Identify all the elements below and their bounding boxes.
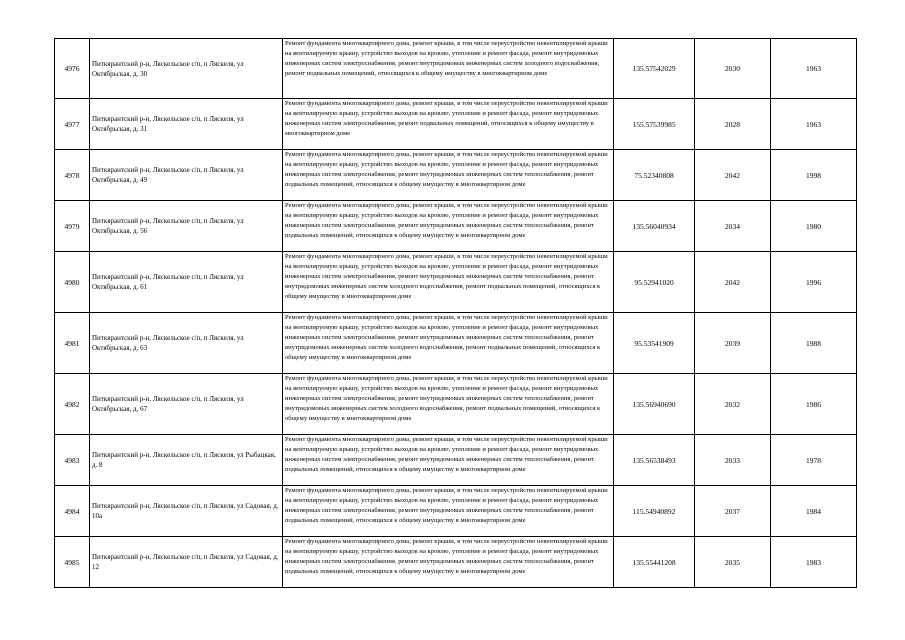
plan-year-cell: 2042 xyxy=(695,252,771,313)
built-year-cell: 1963 xyxy=(771,39,857,99)
value-cell: 135.56940690 xyxy=(614,374,695,435)
table-row xyxy=(55,201,857,252)
table-row xyxy=(55,313,857,374)
row-number: 4976 xyxy=(55,39,90,99)
table-row xyxy=(55,435,857,486)
row-number: 4980 xyxy=(55,252,90,313)
built-year-cell: 1986 xyxy=(771,374,857,435)
plan-year-cell: 2028 xyxy=(695,99,771,150)
row-number: 4985 xyxy=(55,537,90,588)
row-number: 4978 xyxy=(55,150,90,201)
value-cell: 135.56538493 xyxy=(614,435,695,486)
table-row xyxy=(55,374,857,435)
row-number: 4984 xyxy=(55,486,90,537)
program-table xyxy=(54,38,857,588)
table-row xyxy=(55,486,857,537)
works-cell: Ремонт фундамента многоквартирного дома, ремонт крыши, в том числе переустройство невентилируемой крыши на вентилируемую крышу, устройство выходов на кровлю, утепление и ремонт фасада, ремонт внутридомовых инженерных систем электроснабжения, ремонт подвальных помещений, относящихся к общему имуществу в многоквартирном доме xyxy=(283,99,614,150)
row-number: 4979 xyxy=(55,201,90,252)
value-cell: 75.52340808 xyxy=(614,150,695,201)
table-row xyxy=(55,537,857,588)
plan-year-cell: 2039 xyxy=(695,313,771,374)
built-year-cell: 1998 xyxy=(771,150,857,201)
works-cell: Ремонт фундамента многоквартирного дома, ремонт крыши, в том числе переустройство невентилируемой крыши на вентилируемую крышу, устройство выходов на кровлю, утепление и ремонт фасада, ремонт внутридомовых инженерных систем электроснабжения, ремонт внутридомовых инженерных систем холодного водоснабжения, ремонт подвальных помещений, относящихся к общему имуществу в многоквартирном доме xyxy=(283,39,614,99)
works-cell: Ремонт фундамента многоквартирного дома, ремонт крыши, в том числе переустройство невентилируемой крыши на вентилируемую крышу, устройство выходов на кровлю, утепление и ремонт фасада, ремонт внутридомовых инженерных систем электроснабжения, ремонт внутридомовых инженерных систем теплоснабжения, ремонт внутридомовых инженерных систем холодного водоснабжения, ремонт подвальных помещений, относящихся к общему имуществу в многоквартирном доме xyxy=(283,374,614,435)
works-cell: Ремонт фундамента многоквартирного дома, ремонт крыши, в том числе переустройство невентилируемой крыши на вентилируемую крышу, устройство выходов на кровлю, утепление и ремонт фасада, ремонт внутридомовых инженерных систем электроснабжения, ремонт внутридомовых инженерных систем теплоснабжения, ремонт подвальных помещений, относящихся к общему имуществу в многоквартирном доме xyxy=(283,537,614,588)
built-year-cell: 1963 xyxy=(771,99,857,150)
built-year-cell: 1996 xyxy=(771,252,857,313)
address-cell: Питкярантский р-н, Ляскельское с/п, п Ляскеля, ул Октябрьская, д. 63 xyxy=(90,313,283,374)
built-year-cell: 1980 xyxy=(771,201,857,252)
value-cell: 155.57539985 xyxy=(614,99,695,150)
plan-year-cell: 2033 xyxy=(695,435,771,486)
works-cell: Ремонт фундамента многоквартирного дома, ремонт крыши, в том числе переустройство невентилируемой крыши на вентилируемую крышу, устройство выходов на кровлю, утепление и ремонт фасада, ремонт внутридомовых инженерных систем электроснабжения, ремонт внутридомовых инженерных систем теплоснабжения, ремонт подвальных помещений, относящихся к общему имуществу в многоквартирном доме xyxy=(283,150,614,201)
address-cell: Питкярантский р-н, Ляскельское с/п, п Ляскеля, ул Октябрьская, д. 49 xyxy=(90,150,283,201)
row-number: 4982 xyxy=(55,374,90,435)
table-row xyxy=(55,39,857,99)
address-cell: Питкярантский р-н, Ляскельское с/п, п Ляскеля, ул Октябрьская, д. 61 xyxy=(90,252,283,313)
built-year-cell: 1984 xyxy=(771,486,857,537)
plan-year-cell: 2042 xyxy=(695,150,771,201)
address-cell: Питкярантский р-н, Ляскельское с/п, п Ляскеля, ул Октябрьская, д. 30 xyxy=(90,39,283,99)
built-year-cell: 1988 xyxy=(771,313,857,374)
works-cell: Ремонт фундамента многоквартирного дома, ремонт крыши, в том числе переустройство невентилируемой крыши на вентилируемую крышу, устройство выходов на кровлю, утепление и ремонт фасада, ремонт внутридомовых инженерных систем электроснабжения, ремонт внутридомовых инженерных систем теплоснабжения, ремонт подвальных помещений, относящихся к общему имуществу в многоквартирном доме xyxy=(283,201,614,252)
value-cell: 95.53541909 xyxy=(614,313,695,374)
plan-year-cell: 2030 xyxy=(695,39,771,99)
plan-year-cell: 2035 xyxy=(695,537,771,588)
row-number: 4977 xyxy=(55,99,90,150)
works-cell: Ремонт фундамента многоквартирного дома, ремонт крыши, в том числе переустройство невентилируемой крыши на вентилируемую крышу, устройство выходов на кровлю, утепление и ремонт фасада, ремонт внутридомовых инженерных систем электроснабжения, ремонт внутридомовых инженерных систем теплоснабжения, ремонт подвальных помещений, относящихся к общему имуществу в многоквартирном доме xyxy=(283,435,614,486)
address-cell: Питкярантский р-н, Ляскельское с/п, п Ляскеля, ул Садовая, д. 10а xyxy=(90,486,283,537)
table-row xyxy=(55,150,857,201)
value-cell: 115.54940892 xyxy=(614,486,695,537)
address-cell: Питкярантский р-н, Ляскельское с/п, п Ляскеля, ул Октябрьская, д. 67 xyxy=(90,374,283,435)
address-cell: Питкярантский р-н, Ляскельское с/п, п Ляскеля, ул Октябрьская, д. 31 xyxy=(90,99,283,150)
works-cell: Ремонт фундамента многоквартирного дома, ремонт крыши, в том числе переустройство невентилируемой крыши на вентилируемую крышу, устройство выходов на кровлю, утепление и ремонт фасада, ремонт внутридомовых инженерных систем электроснабжения, ремонт внутридомовых инженерных систем теплоснабжения, ремонт подвальных помещений, относящихся к общему имуществу в многоквартирном доме xyxy=(283,486,614,537)
value-cell: 135.56040934 xyxy=(614,201,695,252)
built-year-cell: 1983 xyxy=(771,537,857,588)
row-number: 4981 xyxy=(55,313,90,374)
value-cell: 95.52941020 xyxy=(614,252,695,313)
plan-year-cell: 2037 xyxy=(695,486,771,537)
address-cell: Питкярантский р-н, Ляскельское с/п, п Ляскеля, ул Садовая, д. 12 xyxy=(90,537,283,588)
works-cell: Ремонт фундамента многоквартирного дома, ремонт крыши, в том числе переустройство невентилируемой крыши на вентилируемую крышу, устройство выходов на кровлю, утепление и ремонт фасада, ремонт внутридомовых инженерных систем электроснабжения, ремонт внутридомовых инженерных систем теплоснабжения, ремонт внутридомовых инженерных систем холодного водоснабжения, ремонт подвальных помещений, относящихся к общему имуществу в многоквартирном доме xyxy=(283,313,614,374)
works-cell: Ремонт фундамента многоквартирного дома, ремонт крыши, в том числе переустройство невентилируемой крыши на вентилируемую крышу, устройство выходов на кровлю, утепление и ремонт фасада, ремонт внутридомовых инженерных систем электроснабжения, ремонт внутридомовых инженерных систем теплоснабжения, ремонт внутридомовых инженерных систем холодного водоснабжения, ремонт подвальных помещений, относящихся к общему имуществу в многоквартирном доме xyxy=(283,252,614,313)
table-row xyxy=(55,252,857,313)
plan-year-cell: 2032 xyxy=(695,374,771,435)
plan-year-cell: 2034 xyxy=(695,201,771,252)
table-row xyxy=(55,99,857,150)
value-cell: 135.55441208 xyxy=(614,537,695,588)
row-number: 4983 xyxy=(55,435,90,486)
address-cell: Питкярантский р-н, Ляскельское с/п, п Ляскеля, ул Рыбацкая, д. 8 xyxy=(90,435,283,486)
address-cell: Питкярантский р-н, Ляскельское с/п, п Ляскеля, ул Октябрьская, д. 56 xyxy=(90,201,283,252)
value-cell: 135.57542029 xyxy=(614,39,695,99)
built-year-cell: 1978 xyxy=(771,435,857,486)
